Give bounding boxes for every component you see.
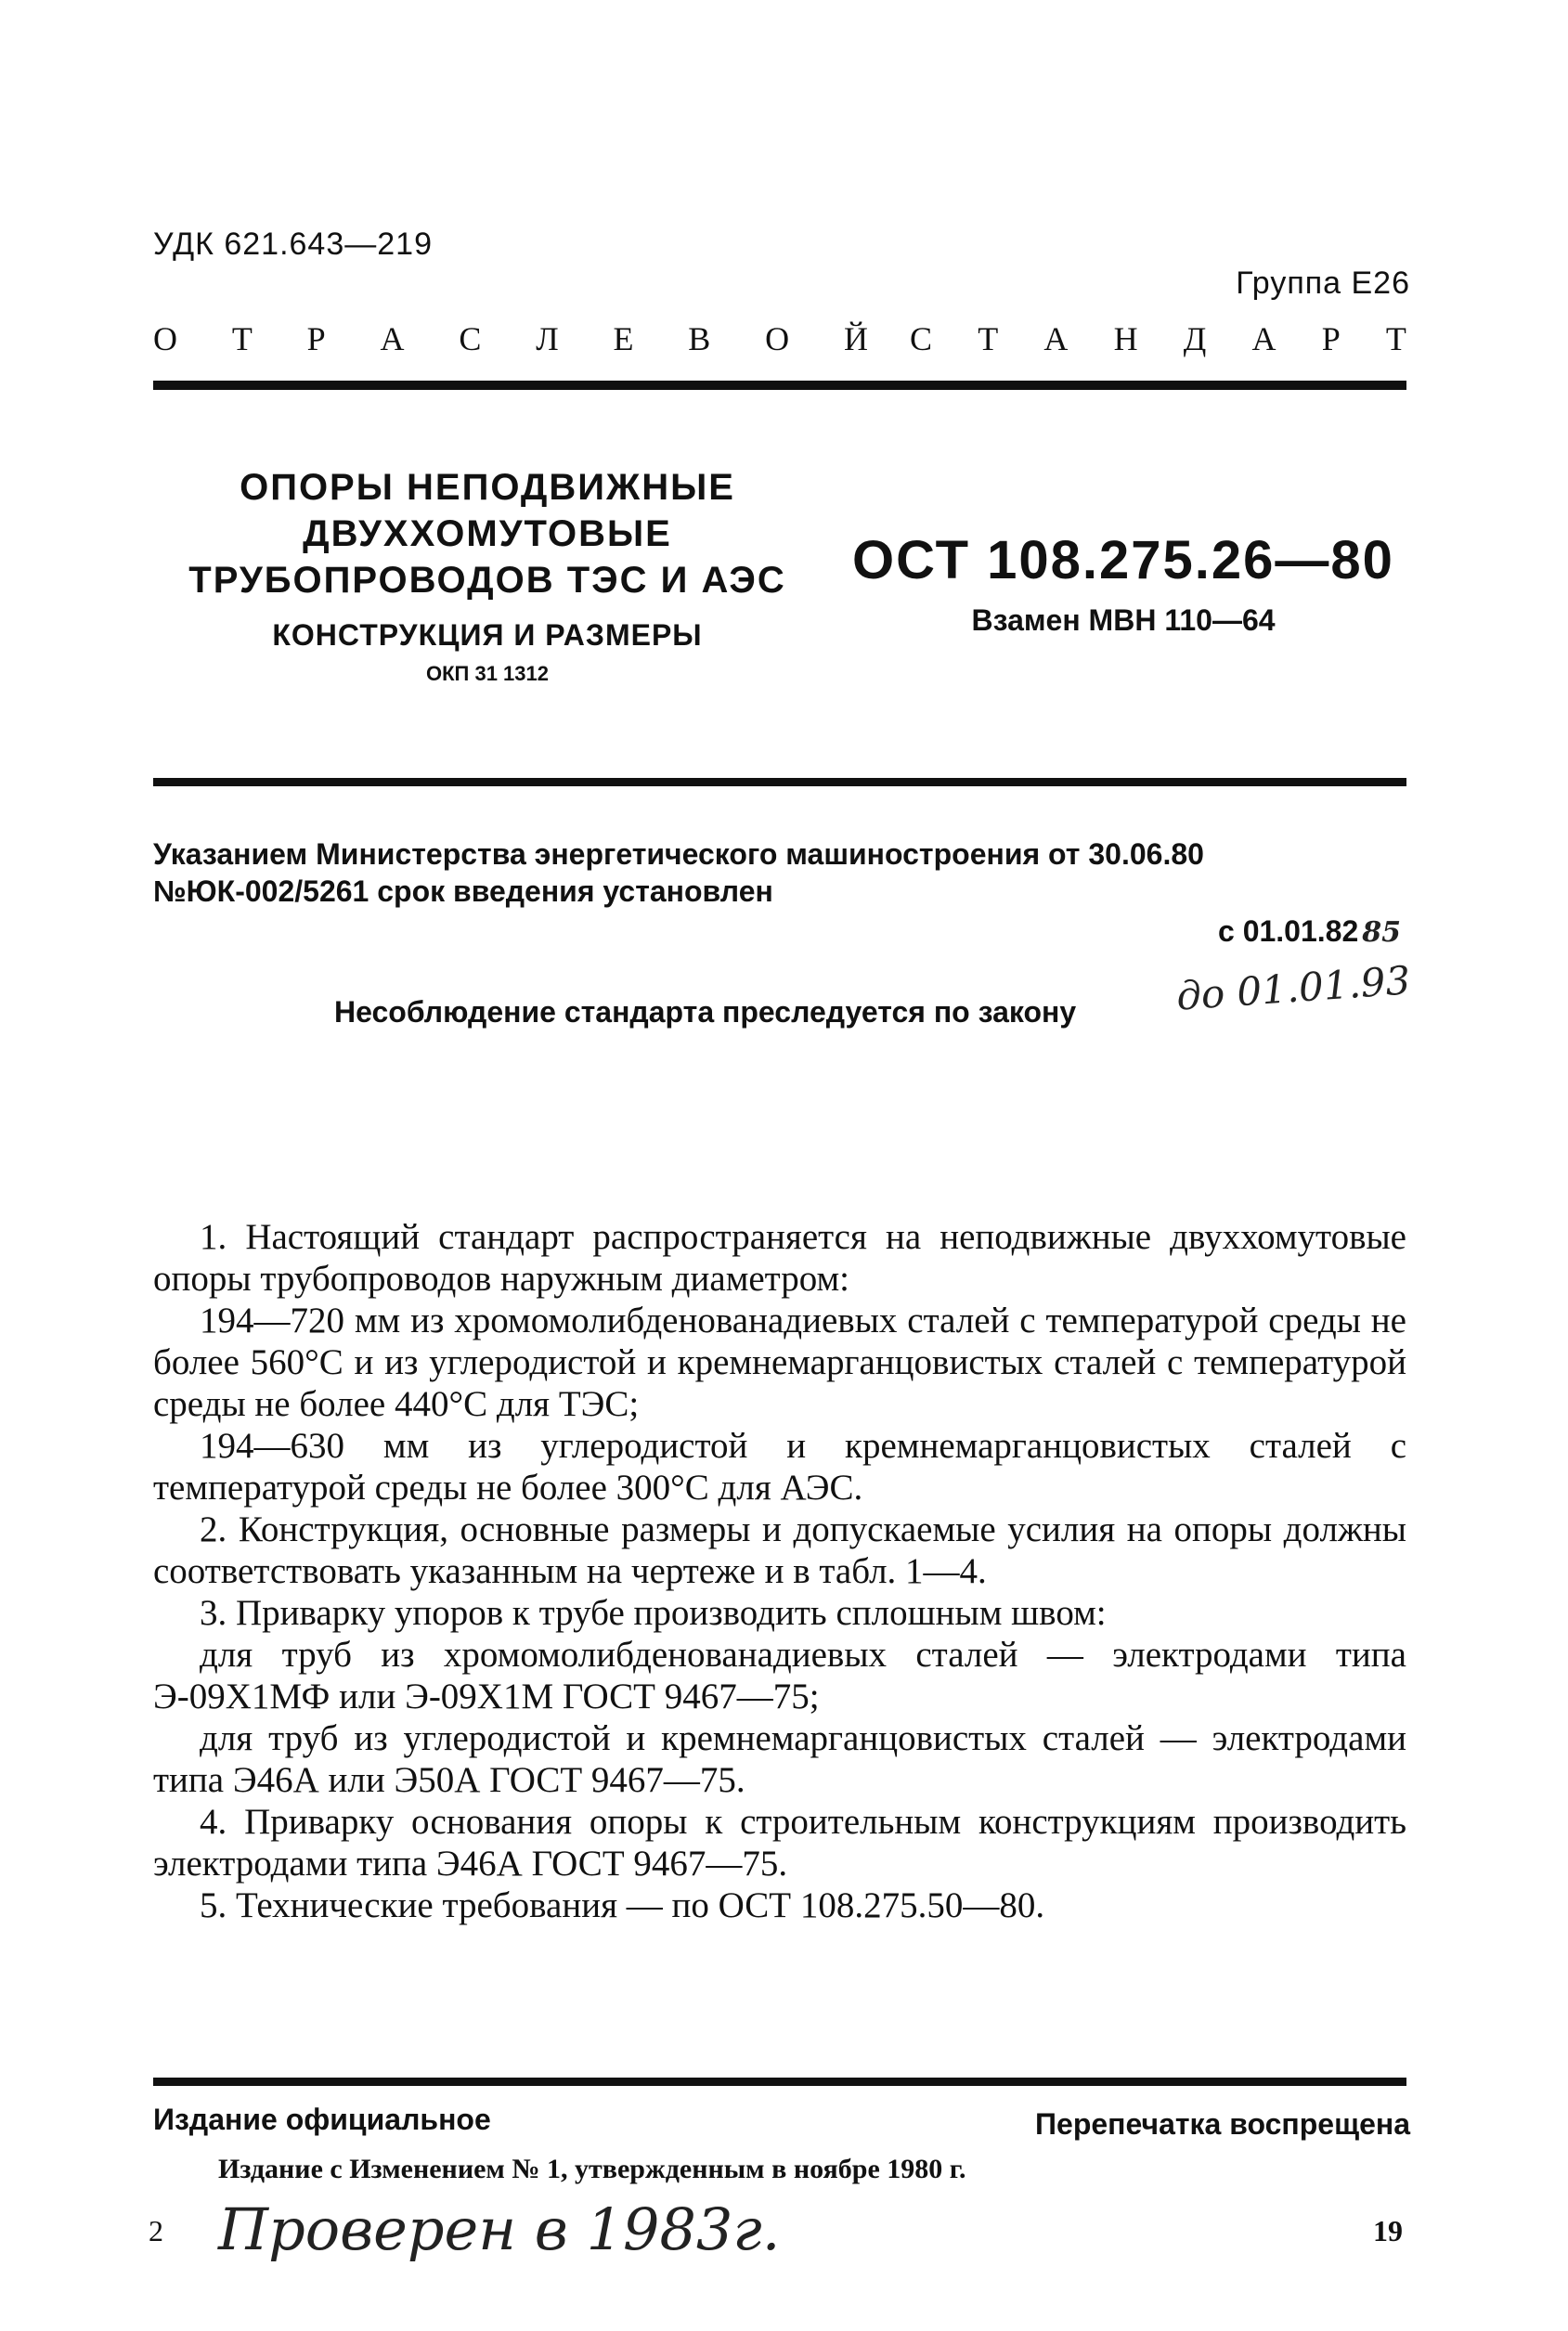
amendment-note: Издание с Изменением № 1, утвержденным в ноябре 1980 г. xyxy=(218,2154,966,2184)
banner-letter: Л xyxy=(536,320,559,357)
banner-letter: С xyxy=(910,320,933,357)
body-paragraph: для труб из углеродистой и кремнемарганцовистых сталей — электродами типа Э46А или Э50А ГОСТ 9467—75. xyxy=(153,1718,1406,1800)
title-rule xyxy=(153,778,1406,786)
body-paragraph: 1. Настоящий стандарт распространяется на неподвижные двуххомутовые опоры трубопроводов наружным диаметром: xyxy=(153,1217,1406,1299)
body-paragraph: 2. Конструкция, основные размеры и допускаемые усилия на опоры должны соответствовать указанным на чертеже и в табл. 1—4. xyxy=(153,1509,1406,1591)
handwritten-extension-date: до 01.01.93 xyxy=(1174,957,1412,1019)
banner-letter: А xyxy=(1043,320,1069,357)
title-line: ОПОРЫ НЕПОДВИЖНЫЕ xyxy=(240,467,735,508)
official-edition: Издание официальное xyxy=(153,2103,491,2136)
banner-letter: Н xyxy=(1113,320,1138,357)
footer-rule xyxy=(153,2078,1406,2086)
banner-standart xyxy=(910,319,1406,360)
banner-otraslevoy xyxy=(153,319,868,360)
replaces-note: Взамен МВН 110—64 xyxy=(971,603,1276,637)
banner-letter: Р xyxy=(306,320,326,357)
title-subtitle: КОНСТРУКЦИЯ И РАЗМЕРЫ xyxy=(272,618,703,652)
effective-year: 82 xyxy=(1325,914,1359,948)
body-paragraph: 4. Приварку основания опоры к строительным конструкциям производить электродами типа Э46А ГОСТ 9467—75. xyxy=(153,1802,1406,1884)
body-paragraph: 194—630 мм из углеродистой и кремнемарганцовистых сталей с температурой среды не более 300°С для АЭС. xyxy=(153,1426,1406,1508)
effective-date xyxy=(1218,914,1401,949)
banner-letter: Е xyxy=(613,320,634,357)
banner-letter: Д xyxy=(1183,320,1207,357)
banner-letter: А xyxy=(1251,320,1276,357)
body-paragraph: 3. Приварку упоров к трубе производить сплошным швом: xyxy=(200,1593,1107,1633)
banner-letter: Й xyxy=(843,320,868,357)
handwritten-verification-note: Проверен в 1983г. xyxy=(218,2195,781,2263)
banner-letter: С xyxy=(459,320,482,357)
udk-code: УДК 621.643—219 xyxy=(153,227,433,262)
banner-letter: Т xyxy=(1385,320,1406,357)
banner-letter: Р xyxy=(1321,320,1341,357)
banner-letter: В xyxy=(688,320,711,357)
body-paragraph: 5. Технические требования — по ОСТ 108.275.50—80. xyxy=(200,1885,1045,1925)
okp-code: ОКП 31 1312 xyxy=(426,662,549,685)
banner-letter: Т xyxy=(978,320,999,357)
banner-letter: А xyxy=(380,320,405,357)
banner-letter: О xyxy=(153,320,177,357)
standard-body xyxy=(153,1216,1406,1926)
banner-letter: Т xyxy=(231,320,253,357)
violation-notice: Несоблюдение стандарта преследуется по закону xyxy=(334,995,1077,1029)
effective-date-label: с 01.01. xyxy=(1218,914,1326,948)
body-paragraph: для труб из хромомолибденованадиевых сталей — электродами типа Э-09Х1МФ или Э-09Х1М ГОСТ 9467—75; xyxy=(153,1635,1406,1716)
ost-number: ОСТ 108.275.26—80 xyxy=(852,530,1394,590)
title-line: ТРУБОПРОВОДОВ ТЭС И АЭС xyxy=(188,560,786,601)
handwritten-year: 85 xyxy=(1362,916,1401,949)
page-number-right: 19 xyxy=(1373,2214,1403,2247)
page-number-left: 2 xyxy=(149,2214,163,2247)
title-line: ДВУХХОМУТОВЫЕ xyxy=(303,513,672,554)
body-paragraph: 194—720 мм из хромомолибденованадиевых сталей с температурой среды не более 560°С и из углеродистой и кремнемарганцовистых сталей с температурой среды не более 440°С для ТЭС; xyxy=(153,1301,1406,1424)
document-title xyxy=(153,464,822,686)
group-code: Группа Е26 xyxy=(1236,265,1410,301)
banner-letter: О xyxy=(765,320,790,357)
decree-text: Указанием Министерства энергетического машиностроения от 30.06.80 №ЮК-002/5261 срок введения установлен xyxy=(153,837,1204,908)
reprint-prohibited: Перепечатка воспрещена xyxy=(1035,2107,1410,2141)
header-rule xyxy=(153,381,1406,390)
